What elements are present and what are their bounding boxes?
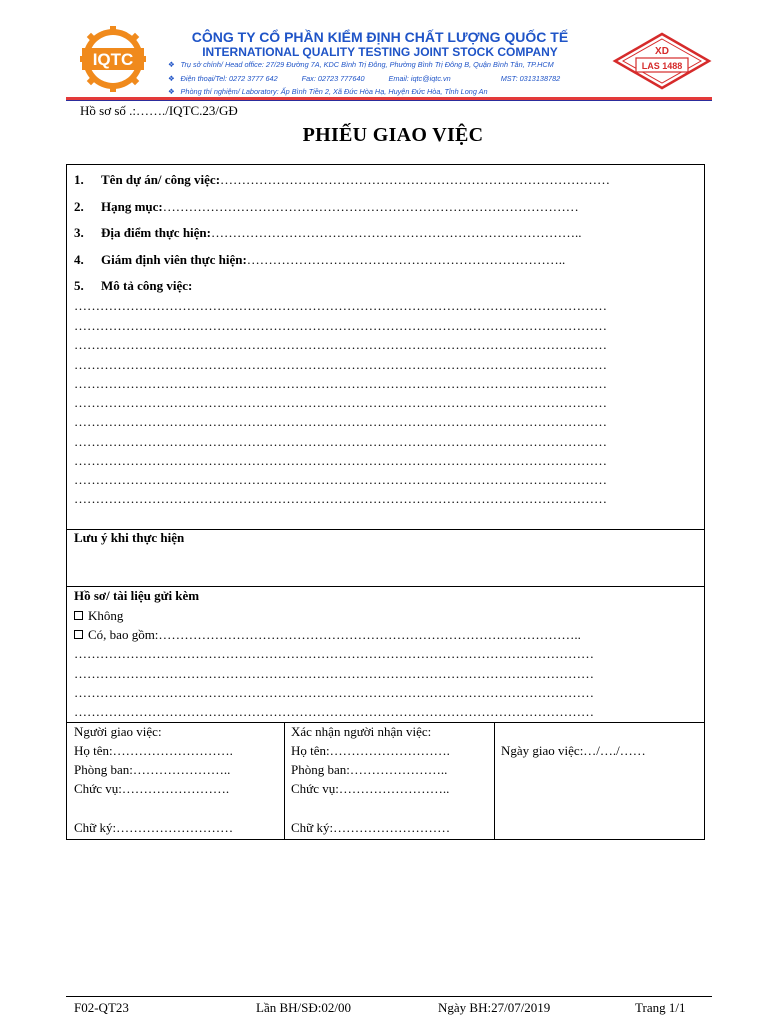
receiver-name[interactable]: Họ tên:………………………. — [291, 743, 450, 758]
section-divider — [66, 722, 705, 723]
badge-bottom-text: LAS 1488 — [641, 61, 683, 71]
field-label: Tên dự án/ công việc: — [101, 172, 221, 187]
notes-title: Lưu ý khi thực hiện — [74, 530, 185, 545]
logo-text: IQTC — [92, 50, 134, 69]
description-line[interactable]: …………………………………………………………………………………………………………… — [74, 453, 607, 468]
attachment-line[interactable]: ………………………………………………………………………………………………………… — [74, 646, 594, 661]
column-divider — [494, 722, 495, 840]
laboratory-line — [168, 87, 488, 96]
description-line[interactable]: …………………………………………………………………………………………………………… — [74, 376, 607, 391]
description-line[interactable]: …………………………………………………………………………………………………………… — [74, 318, 607, 333]
field-number: 3. — [74, 225, 84, 240]
description-line[interactable]: …………………………………………………………………………………………………………… — [74, 472, 607, 487]
las-accreditation-badge — [612, 32, 712, 90]
description-line[interactable]: …………………………………………………………………………………………………………… — [74, 298, 607, 313]
field-label: Địa điểm thực hiện: — [101, 225, 211, 240]
footer-form-code: F02-QT23 — [74, 1000, 129, 1015]
diamond-bullet-icon: ❖ — [168, 87, 175, 96]
fax-text: Fax: 02723 777640 — [301, 74, 365, 83]
attachments-title: Hồ sơ/ tài liệu gửi kèm — [74, 588, 200, 603]
head-office-text: Trụ sở chính/ Head office: 27/29 Đường 7A, KDC Bình Trị Đông, Phường Bình Trị Đông B, Quận Bình Tân, TP.HCM — [180, 60, 554, 69]
footer-page: Trang 1/1 — [635, 1000, 686, 1015]
footer-issue-date: Ngày BH:27/07/2019 — [438, 1000, 551, 1015]
assigner-name[interactable]: Họ tên:………………………. — [74, 743, 233, 758]
attachment-option-no[interactable] — [74, 608, 123, 624]
checkbox-icon[interactable] — [74, 630, 83, 639]
assigner-signature[interactable]: Chữ ký:……………………… — [74, 820, 234, 835]
field-inspector[interactable] — [74, 252, 565, 268]
field-dots: ……………………………………………………………….. — [246, 252, 566, 267]
description-line[interactable]: …………………………………………………………………………………………………………… — [74, 357, 607, 372]
header-divider-secondary — [66, 100, 712, 101]
email-text: Email: iqtc@iqtc.vn — [388, 74, 451, 83]
description-line[interactable]: …………………………………………………………………………………………………………… — [74, 434, 607, 449]
field-category[interactable] — [74, 199, 579, 215]
footer-revision: Lần BH/SĐ:02/00 — [256, 1000, 351, 1015]
column-divider — [284, 722, 285, 840]
tax-code-text: MST: 0313138782 — [500, 74, 561, 83]
field-dots: ………………………………………………………………………….. — [211, 225, 582, 240]
field-number: 1. — [74, 172, 84, 187]
attachment-line[interactable]: ………………………………………………………………………………………………………… — [74, 704, 594, 719]
field-label: Giám định viên thực hiện: — [101, 252, 247, 267]
field-description[interactable] — [74, 278, 192, 294]
file-number: Hồ sơ số .:……./IQTC.23/GĐ — [80, 103, 238, 118]
field-project-name[interactable] — [74, 172, 610, 188]
attachment-line[interactable]: ………………………………………………………………………………………………………… — [74, 685, 594, 700]
attachment-option-yes[interactable] — [74, 627, 581, 643]
field-number: 5. — [74, 278, 84, 293]
assigner-position[interactable]: Chức vụ:……………………. — [74, 781, 230, 796]
company-name-vn: CÔNG TY CỔ PHẦN KIỂM ĐỊNH CHẤT LƯỢNG QUỐC TẾ — [191, 29, 569, 45]
field-label: Hạng mục: — [101, 199, 163, 214]
field-number: 4. — [74, 252, 84, 267]
description-line[interactable]: …………………………………………………………………………………………………………… — [74, 337, 607, 352]
section-divider — [66, 586, 705, 587]
receiver-dept[interactable]: Phòng ban:………………….. — [291, 762, 448, 777]
description-line[interactable]: …………………………………………………………………………………………………………… — [74, 395, 607, 410]
attachment-line[interactable]: ………………………………………………………………………………………………………… — [74, 666, 594, 681]
laboratory-text: Phòng thí nghiệm/ Laboratory: Ấp Bình Tiền 2, Xã Đức Hòa Hạ, Huyện Đức Hòa, Tỉnh Long An — [180, 87, 488, 96]
field-location[interactable] — [74, 225, 582, 241]
diamond-bullet-icon: ❖ — [168, 74, 175, 83]
field-dots: …………………………………………………………………………………… — [162, 199, 579, 214]
footer-divider — [66, 996, 712, 997]
field-dots: ……………………………………………………………………………… — [220, 172, 611, 187]
assigner-dept[interactable]: Phòng ban:………………….. — [74, 762, 231, 777]
assigner-title: Người giao việc: — [74, 724, 162, 739]
description-line[interactable]: …………………………………………………………………………………………………………… — [74, 414, 607, 429]
page-title: PHIẾU GIAO VIỆC — [302, 124, 484, 146]
checkbox-icon[interactable] — [74, 611, 83, 620]
description-line[interactable]: …………………………………………………………………………………………………………… — [74, 491, 607, 506]
field-number: 2. — [74, 199, 84, 214]
field-label: Mô tả công việc: — [101, 278, 193, 293]
iqtc-logo — [80, 26, 146, 92]
head-office-line — [168, 60, 554, 69]
receiver-signature[interactable]: Chữ ký:……………………… — [291, 820, 451, 835]
receiver-title: Xác nhận người nhận việc: — [291, 724, 432, 739]
phone-text: Điện thoại/Tel: 0272 3777 642 — [180, 74, 278, 83]
contact-line — [168, 74, 560, 83]
option-label: Có, bao gồm:…………………………………………………………………………………….. — [88, 627, 581, 642]
badge-top-text: XD — [655, 46, 669, 57]
option-label: Không — [88, 608, 124, 623]
diamond-bullet-icon: ❖ — [168, 60, 175, 69]
receiver-position[interactable]: Chức vụ:…………………….. — [291, 781, 450, 796]
assignment-date[interactable]: Ngày giao việc:…/…./…… — [501, 743, 646, 758]
company-name-en: INTERNATIONAL QUALITY TESTING JOINT STOCK COMPANY — [202, 45, 558, 59]
